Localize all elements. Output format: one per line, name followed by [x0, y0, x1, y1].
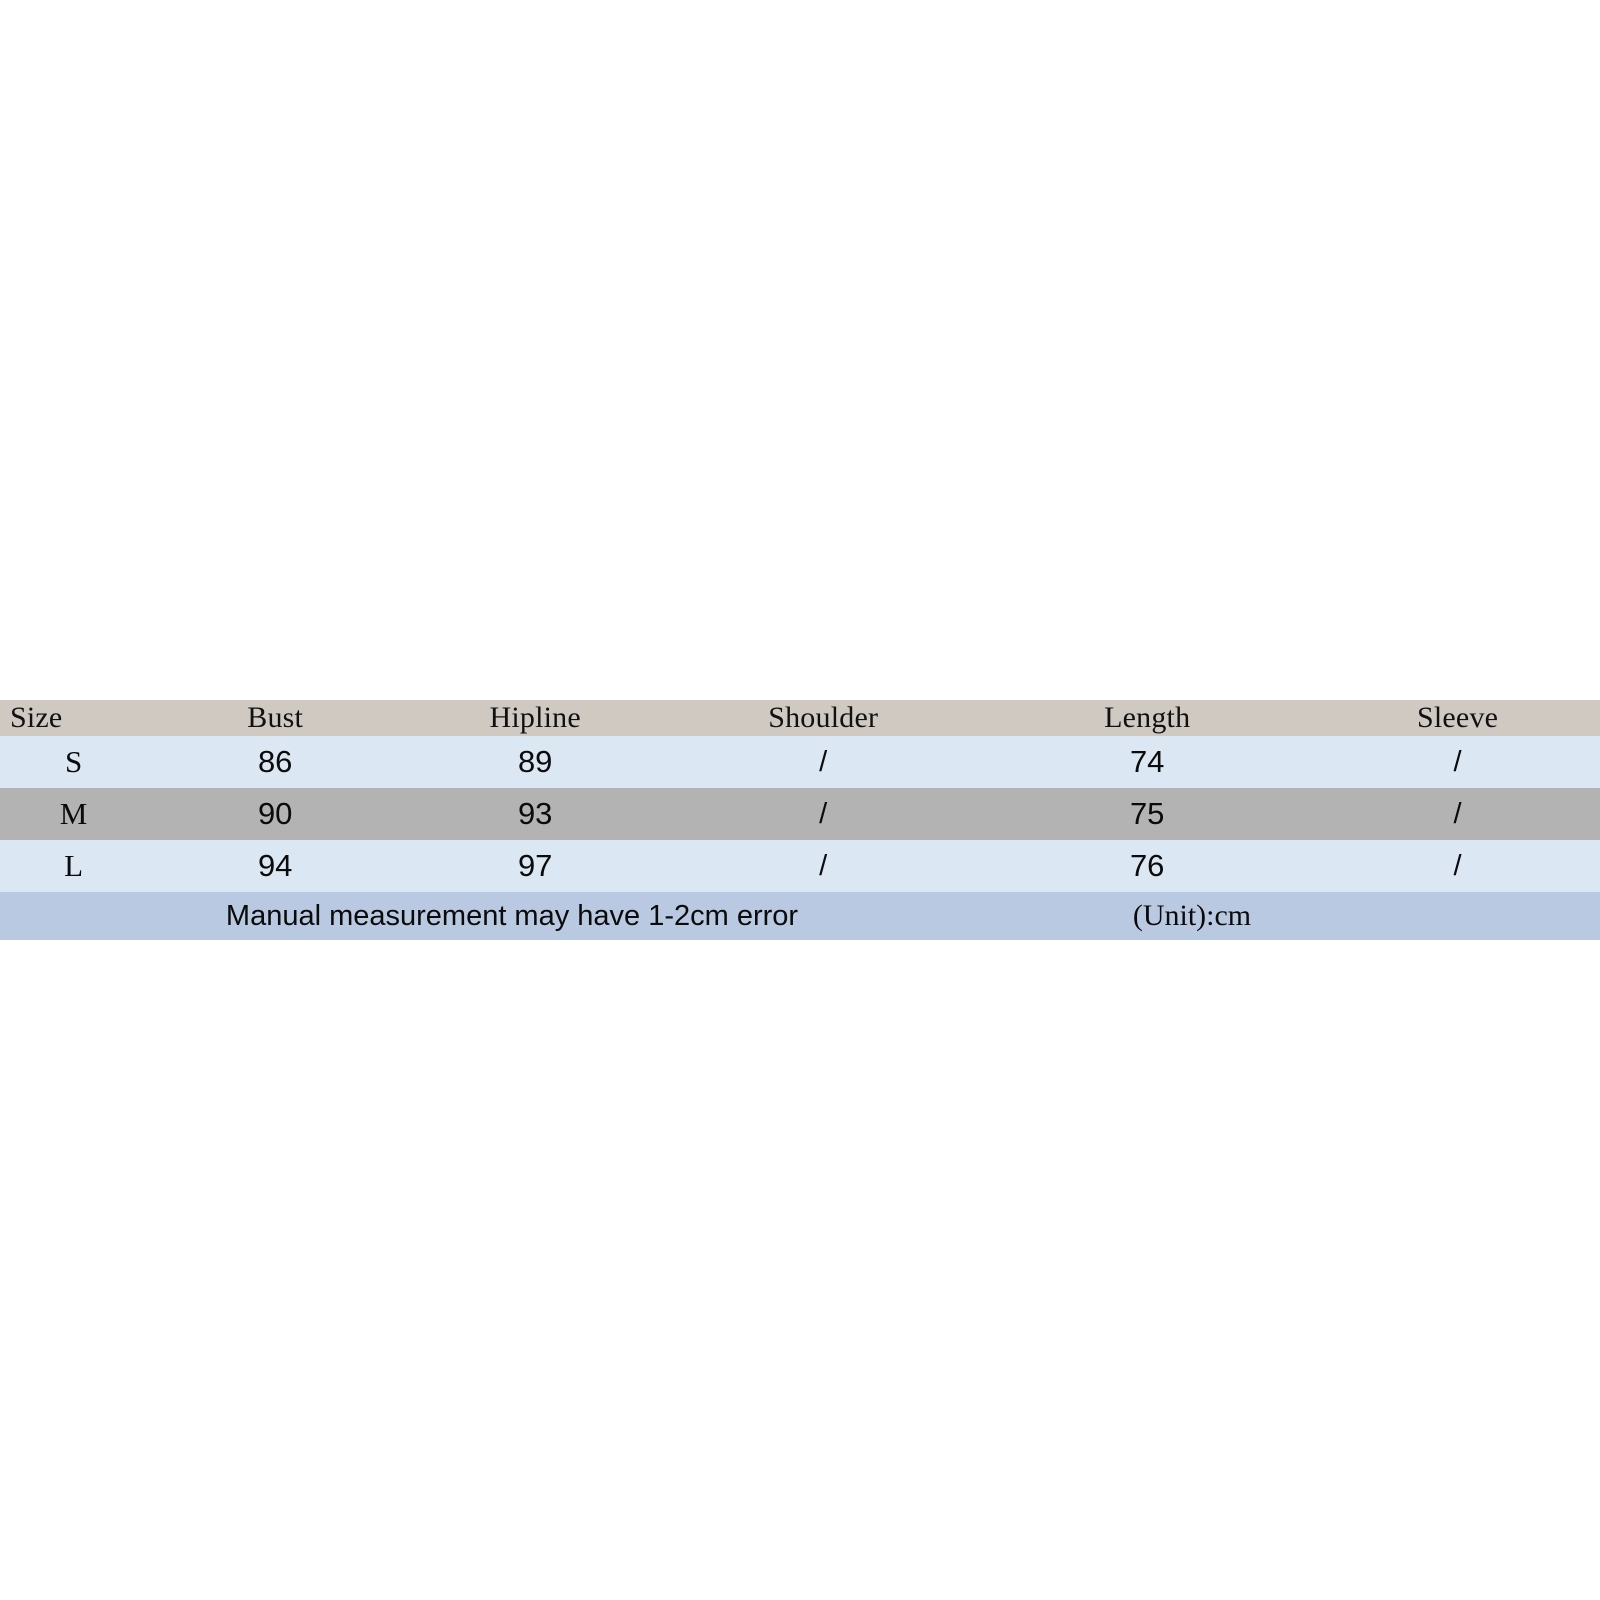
column-header-hipline: Hipline: [489, 701, 581, 734]
measurement-note: Manual measurement may have 1-2cm error: [225, 899, 799, 932]
cell-bust: 94: [257, 848, 293, 883]
cell-hipline: 93: [517, 796, 553, 831]
cell-shoulder: /: [819, 745, 828, 778]
column-header-sleeve: Sleeve: [1417, 701, 1499, 734]
cell-length: 76: [1129, 848, 1165, 883]
cell-shoulder: /: [819, 849, 828, 882]
cell-bust: 86: [257, 744, 293, 779]
cell-length: 74: [1129, 744, 1165, 779]
column-header-shoulder: Shoulder: [768, 701, 879, 734]
cell-sleeve: /: [1453, 745, 1462, 778]
cell-sleeve: /: [1453, 797, 1462, 830]
cell-hipline: 89: [517, 744, 553, 779]
cell-shoulder: /: [819, 797, 828, 830]
size-chart-table: [0, 700, 1600, 940]
column-header-bust: Bust: [247, 701, 304, 734]
cell-size: M: [59, 796, 88, 831]
cell-hipline: 97: [517, 848, 553, 883]
cell-bust: 90: [257, 796, 293, 831]
table-footer-row: [0, 892, 1600, 940]
cell-size: S: [64, 744, 83, 779]
table-row: [0, 788, 1600, 840]
unit-label: (Unit):cm: [1132, 899, 1252, 932]
cell-sleeve: /: [1453, 849, 1462, 882]
table-header-row: [0, 700, 1600, 736]
table-row: [0, 840, 1600, 892]
column-header-size: Size: [10, 701, 63, 734]
table-row: [0, 736, 1600, 788]
column-header-length: Length: [1104, 701, 1191, 734]
cell-size: L: [64, 848, 84, 883]
cell-length: 75: [1129, 796, 1165, 831]
